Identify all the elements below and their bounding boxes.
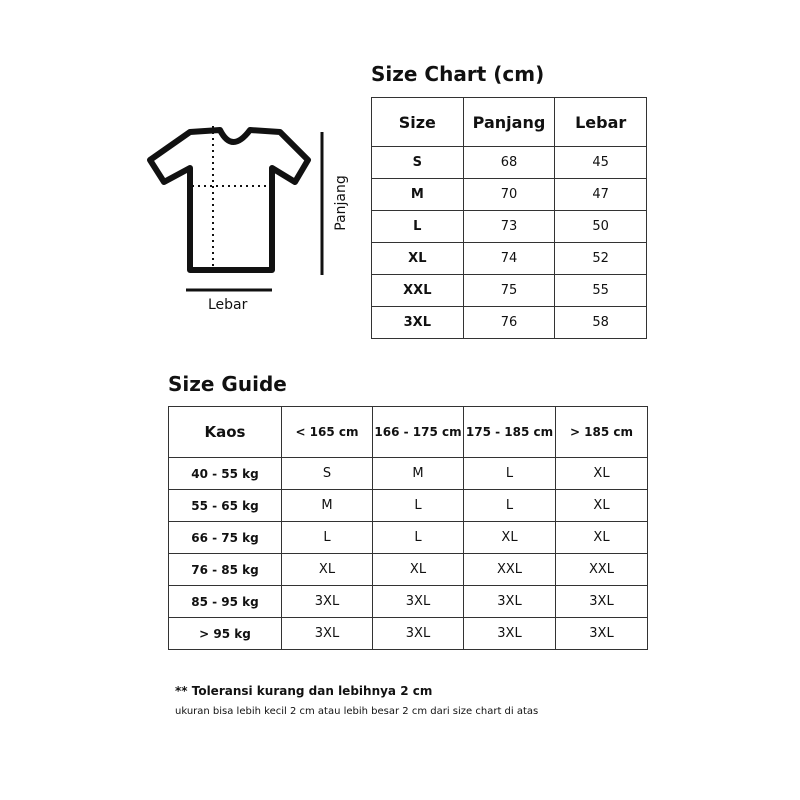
size-cell: L (373, 522, 464, 554)
lebar-cell: 50 (555, 211, 647, 243)
table-row (372, 211, 647, 243)
table-row (372, 179, 647, 211)
table-row (169, 618, 648, 650)
size-cell: XXL (464, 554, 556, 586)
table-row (372, 275, 647, 307)
size-guide-title: Size Guide (168, 372, 287, 396)
size-cell: XL (464, 522, 556, 554)
table-row (169, 586, 648, 618)
table-row (169, 554, 648, 586)
weight-cell: > 95 kg (169, 618, 282, 650)
lebar-cell: 52 (555, 243, 647, 275)
weight-cell: 40 - 55 kg (169, 458, 282, 490)
weight-cell: 66 - 75 kg (169, 522, 282, 554)
tshirt-diagram-icon (140, 120, 340, 300)
size-cell: 3XL (373, 586, 464, 618)
size-cell: 3XL (556, 618, 648, 650)
panjang-label: Panjang (333, 175, 349, 231)
table-row (169, 490, 648, 522)
size-cell: XL (373, 554, 464, 586)
size-guide-table (168, 406, 648, 650)
lebar-cell: 45 (555, 147, 647, 179)
size-cell: 3XL (556, 586, 648, 618)
table-row (372, 243, 647, 275)
size-cell: 3XL (282, 618, 373, 650)
size-cell: S (372, 147, 464, 179)
size-cell: XL (556, 458, 648, 490)
size-cell: XXL (372, 275, 464, 307)
panjang-cell: 70 (463, 179, 555, 211)
size-cell: M (372, 179, 464, 211)
table-row (372, 307, 647, 339)
size-cell: M (282, 490, 373, 522)
tolerance-note: ** Toleransi kurang dan lebihnya 2 cm (175, 684, 433, 698)
tolerance-description: ukuran bisa lebih kecil 2 cm atau lebih besar 2 cm dari size chart di atas (175, 706, 539, 717)
size-cell: L (372, 211, 464, 243)
table-row (169, 522, 648, 554)
size-cell: 3XL (373, 618, 464, 650)
panjang-cell: 74 (463, 243, 555, 275)
weight-cell: 85 - 95 kg (169, 586, 282, 618)
table-header-row (169, 407, 648, 458)
panjang-cell: 75 (463, 275, 555, 307)
size-cell: 3XL (464, 618, 556, 650)
header-panjang: Panjang (463, 98, 555, 147)
header-height-range: > 185 cm (556, 407, 648, 458)
size-cell: XXL (556, 554, 648, 586)
header-height-range: 175 - 185 cm (464, 407, 556, 458)
tshirt-outline (150, 130, 308, 270)
table-row (169, 458, 648, 490)
lebar-cell: 58 (555, 307, 647, 339)
panjang-cell: 68 (463, 147, 555, 179)
table-row (372, 147, 647, 179)
lebar-label: Lebar (208, 297, 248, 313)
table-header-row (372, 98, 647, 147)
header-height-range: < 165 cm (282, 407, 373, 458)
lebar-cell: 47 (555, 179, 647, 211)
weight-cell: 55 - 65 kg (169, 490, 282, 522)
header-lebar: Lebar (555, 98, 647, 147)
header-height-range: 166 - 175 cm (373, 407, 464, 458)
size-cell: L (464, 490, 556, 522)
panjang-cell: 76 (463, 307, 555, 339)
size-cell: M (373, 458, 464, 490)
weight-cell: 76 - 85 kg (169, 554, 282, 586)
lebar-cell: 55 (555, 275, 647, 307)
size-cell: 3XL (372, 307, 464, 339)
panjang-cell: 73 (463, 211, 555, 243)
size-cell: L (282, 522, 373, 554)
size-cell: 3XL (464, 586, 556, 618)
size-cell: L (464, 458, 556, 490)
size-chart-table (371, 97, 647, 339)
size-cell: XL (556, 522, 648, 554)
size-cell: XL (282, 554, 373, 586)
size-cell: 3XL (282, 586, 373, 618)
size-cell: S (282, 458, 373, 490)
size-cell: XL (372, 243, 464, 275)
size-cell: L (373, 490, 464, 522)
size-cell: XL (556, 490, 648, 522)
size-chart-title: Size Chart (cm) (371, 62, 545, 86)
header-size: Size (372, 98, 464, 147)
header-kaos: Kaos (169, 407, 282, 458)
